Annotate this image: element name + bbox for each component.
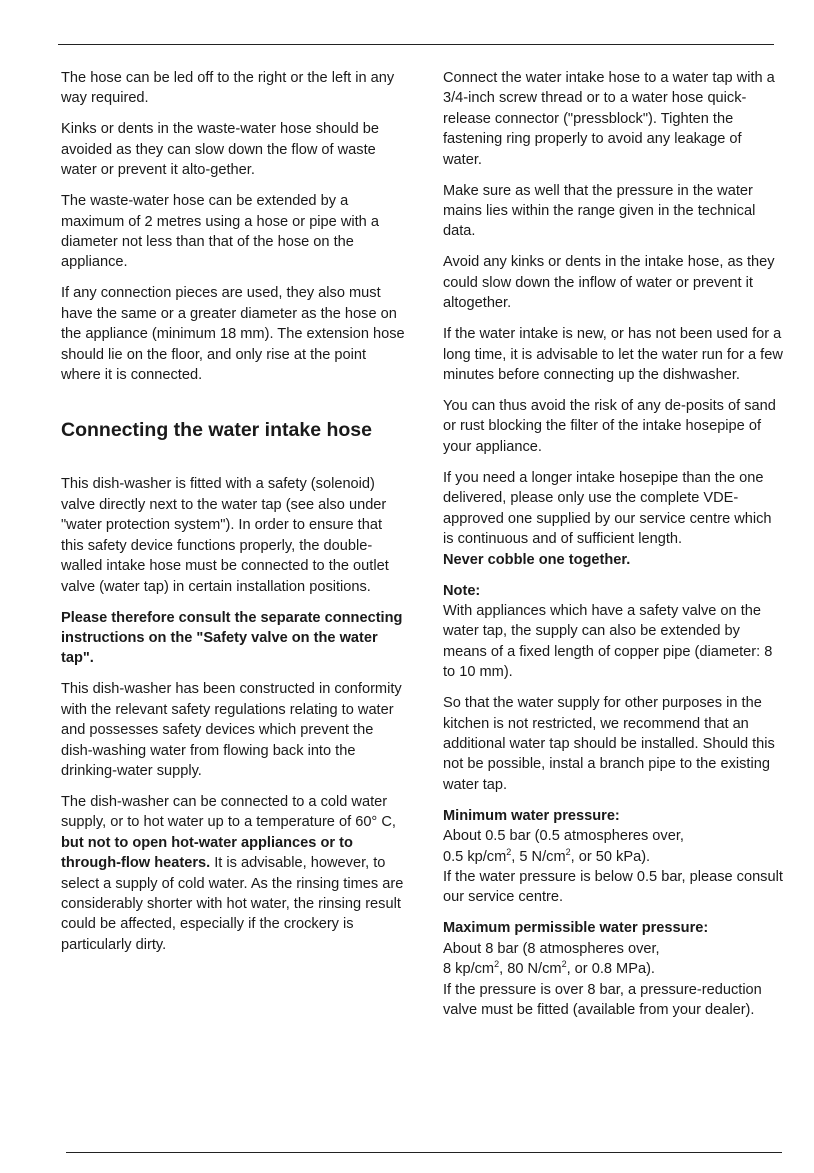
paragraph-deposits: You can thus avoid the risk of any de-posits of sand or rust blocking the filter of the intake hosepipe of your appliance. bbox=[443, 398, 776, 455]
paragraph-never-cobble: Never cobble one together. bbox=[443, 551, 631, 568]
paragraph-longer-hose: If you need a longer intake hosepipe than the one delivered, please only use the complete VDE-approved one supplied by our service centre which is continuous and of sufficient length. bbox=[443, 469, 772, 548]
paragraph-connect-tap: Connect the water intake hose to a water tap with a 3/4-inch screw thread or to a water hose quick-release connector ("pressblock"). Tighten the fastening ring properly to avoid any leakage of water. bbox=[443, 70, 775, 168]
note-label: Note: bbox=[443, 582, 481, 599]
text-run: About 0.5 bar (0.5 atmospheres over, bbox=[443, 828, 684, 845]
bottom-rule bbox=[66, 1152, 782, 1153]
maximum-pressure-block bbox=[443, 939, 783, 1021]
paragraph-connection-pieces: If any connection pieces are used, they also must have the same or a greater diameter as the hose on the appliance (minimum 18 mm). The extension hose should lie on the floor, and only rise at the point where it is connected. bbox=[61, 285, 405, 384]
paragraph-additional-tap: So that the water supply for other purposes in the kitchen is not restricted, we recommend that an additional water tap should be installed. Should this not be possible, instal a branch pipe to the existing water tap. bbox=[443, 695, 775, 793]
text-run: , or 0.8 MPa). bbox=[566, 961, 655, 978]
text-run: , 5 N/cm bbox=[511, 848, 566, 865]
text-run: , or 50 kPa). bbox=[570, 848, 651, 865]
text-run: , 80 N/cm bbox=[499, 961, 562, 978]
paragraph-pressure-range: Make sure as well that the pressure in the water mains lies within the range given in the technical data. bbox=[443, 182, 756, 240]
maximum-pressure-label: Maximum permissible water pressure: bbox=[443, 920, 709, 937]
paragraph-note: With appliances which have a safety valve on the water tap, the supply can also be extended by means of a fixed length of copper pipe (diameter: 8 to 10 mm). bbox=[443, 602, 773, 681]
paragraph-kinks-intake: Avoid any kinks or dents in the intake hose, as they could slow down the inflow of water or prevent it altogether. bbox=[443, 254, 775, 312]
text-run: The dish-washer can be connected to a cold water supply, or to hot water up to a temperature of 60° C, bbox=[61, 793, 396, 831]
paragraph-hose-direction: The hose can be led off to the right or the left in any way required. bbox=[61, 70, 395, 107]
text-run: It is advisable, however, to select a supply of cold water. As the rinsing times are considerably shorter with hot water, the rinsing result could be affected, especially if the crockery is particularly dirty. bbox=[61, 855, 404, 953]
text-run: 0.5 kp/cm bbox=[443, 848, 507, 865]
paragraph-cold-hot-water bbox=[61, 792, 407, 955]
paragraph-consult-instructions: Please therefore consult the separate connecting instructions on the "Safety valve on the water tap". bbox=[61, 609, 403, 667]
right-column bbox=[443, 68, 783, 1031]
top-rule bbox=[58, 44, 774, 45]
text-run: About 8 bar (8 atmospheres over, bbox=[443, 940, 660, 957]
paragraph-hose-extension: The waste-water hose can be extended by a maximum of 2 metres using a hose or pipe with a diameter not less than that of the hose on the appliance. bbox=[61, 193, 379, 271]
superscript: 2 bbox=[565, 846, 571, 857]
superscript: 2 bbox=[506, 846, 512, 857]
section-heading: Connecting the water intake hose bbox=[61, 419, 372, 442]
left-column bbox=[61, 68, 407, 966]
superscript: 2 bbox=[494, 959, 500, 970]
minimum-pressure-block bbox=[443, 826, 783, 908]
paragraph-kinks-waste: Kinks or dents in the waste-water hose should be avoided as they can slow down the flow of waste water or prevent it alto-gether. bbox=[61, 121, 379, 179]
text-run: 8 kp/cm bbox=[443, 961, 495, 978]
minimum-pressure-label: Minimum water pressure: bbox=[443, 807, 620, 824]
paragraph-safety-conformity: This dish-washer has been constructed in conformity with the relevant safety regulations relating to water and possesses safety devices which prevent the dish-washing water from flowing back into the drinking-water supply. bbox=[61, 681, 402, 779]
bold-warning: but not to open hot-water appliances or to through-flow heaters. bbox=[61, 834, 353, 872]
text-run: If the pressure is over 8 bar, a pressure-reduction valve must be fitted (available from your dealer). bbox=[443, 981, 762, 1018]
paragraph-safety-valve: This dish-washer is fitted with a safety (solenoid) valve directly next to the water tap (see also under "water protection system"). In order to ensure that this safety device functions properly, the double-walled intake hose must be connected to the outlet valve (water tap) in certain installation positions. bbox=[61, 476, 389, 595]
paragraph-let-water-run: If the water intake is new, or has not been used for a long time, it is advisable to let the water run for a few minutes before connecting up the dishwasher. bbox=[443, 326, 783, 384]
superscript: 2 bbox=[561, 959, 567, 970]
text-run: If the water pressure is below 0.5 bar, please consult our service centre. bbox=[443, 868, 783, 906]
